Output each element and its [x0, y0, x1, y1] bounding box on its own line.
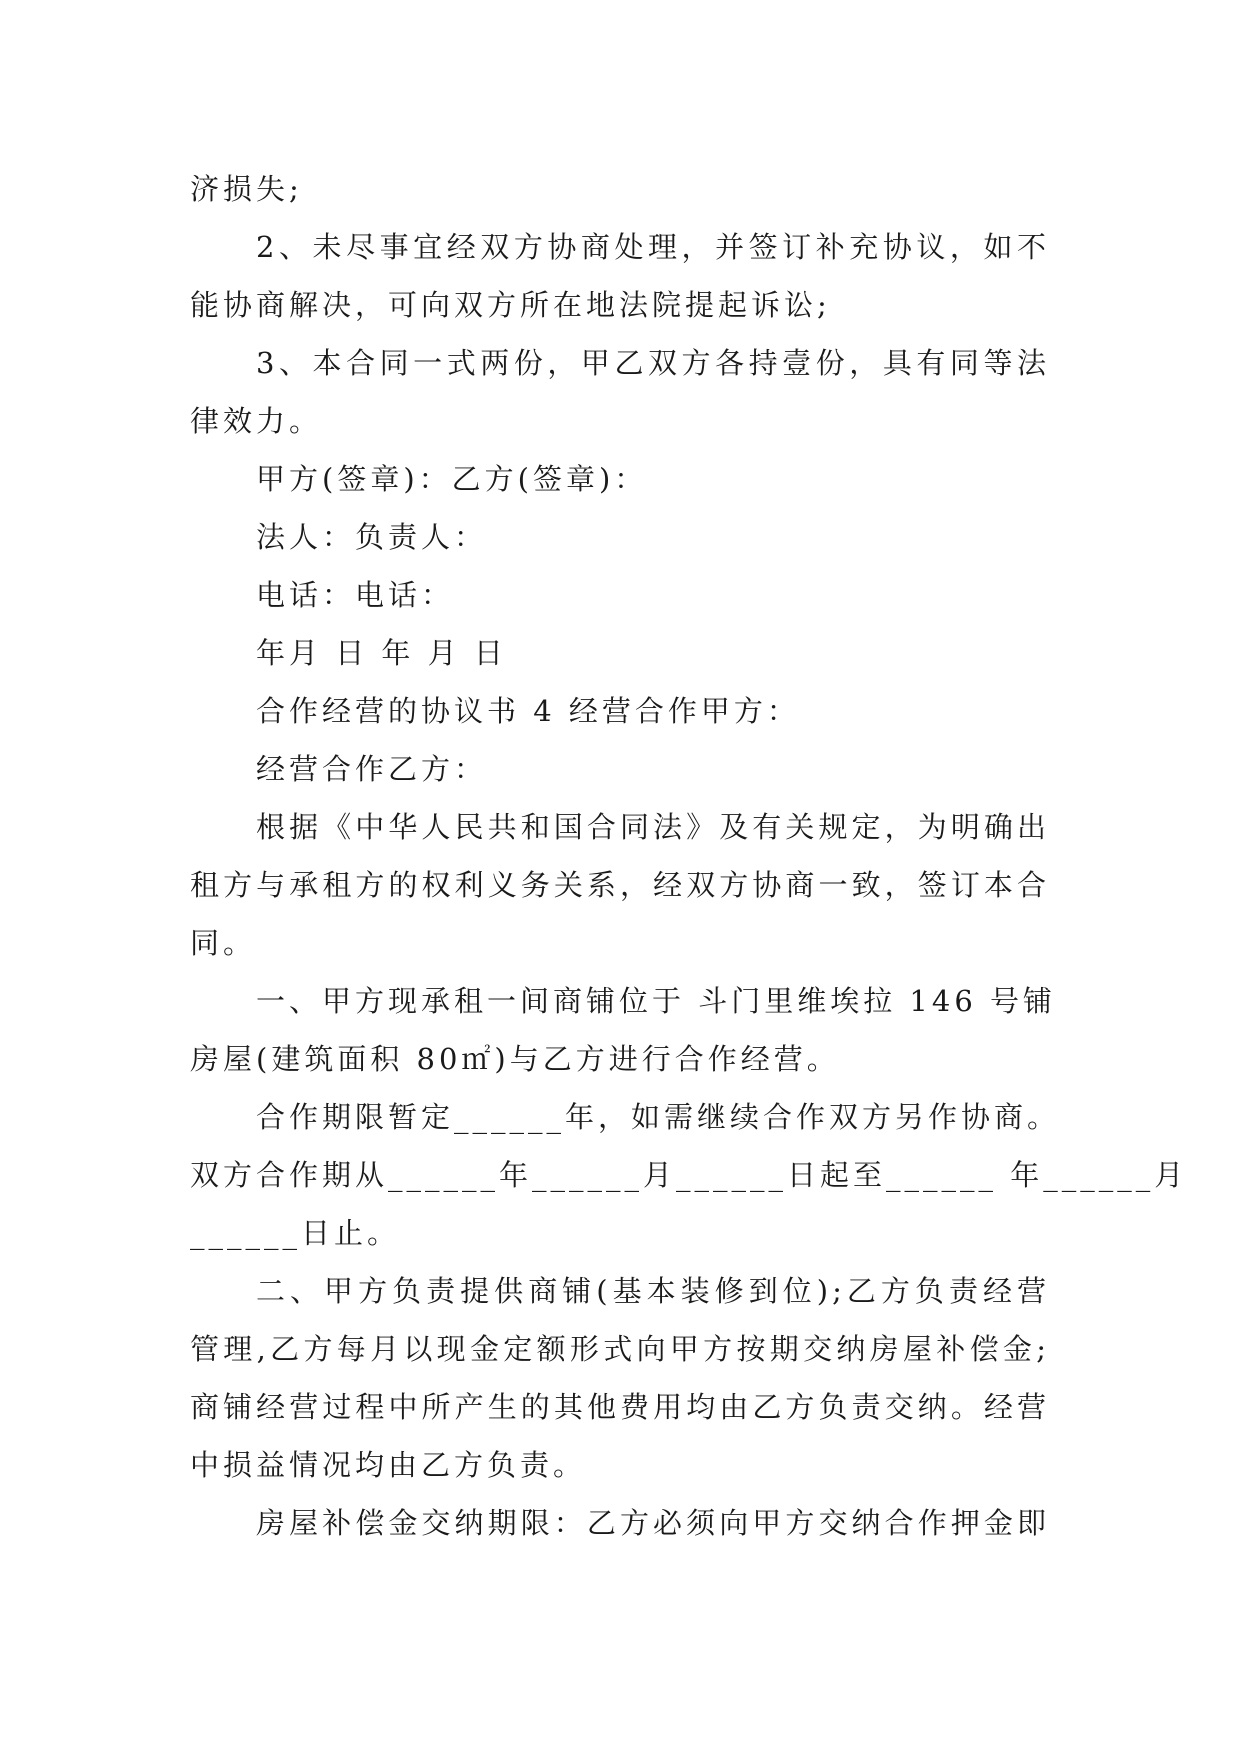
text-line: 甲方(签章)：乙方(签章)：: [256, 462, 648, 496]
text-line: 房屋(建筑面积 80㎡)与乙方进行合作经营。: [190, 1042, 840, 1076]
text-line: 法人：负责人：: [256, 520, 488, 554]
text-line: 商铺经营过程中所产生的其他费用均由乙方负责交纳。经营: [190, 1390, 1050, 1424]
text-line: 能协商解决，可向双方所在地法院提起诉讼;: [190, 288, 831, 322]
text-line: 双方合作期从______年______月______日起至______ 年______月: [190, 1158, 1188, 1192]
text-line: 一、甲方现承租一间商铺位于 斗门里维埃拉 146 号铺: [256, 984, 1057, 1018]
text-line: 根据《中华人民共和国合同法》及有关规定，为明确出: [256, 810, 1050, 844]
text-line: 同。: [190, 926, 257, 960]
text-line: 律效力。: [190, 404, 323, 438]
text-line: 中损益情况均由乙方负责。: [190, 1448, 587, 1482]
text-line: 合作期限暂定______年，如需继续合作双方另作协商。: [256, 1100, 1061, 1134]
text-line: 二、甲方负责提供商铺(基本装修到位);乙方负责经营: [256, 1274, 1050, 1308]
text-line: 租方与承租方的权利义务关系，经双方协商一致，签订本合: [190, 868, 1050, 902]
text-line: 电话：电话：: [256, 578, 455, 612]
text-line: 房屋补偿金交纳期限：乙方必须向甲方交纳合作押金即: [256, 1506, 1050, 1540]
text-line: 济损失;: [190, 172, 303, 206]
text-line: 2、未尽事宜经双方协商处理，并签订补充协议，如不: [256, 230, 1050, 264]
document-body: [190, 160, 1188, 1552]
text-line: ______日止。: [190, 1216, 401, 1250]
text-line: 管理,乙方每月以现金定额形式向甲方按期交纳房屋补偿金;: [190, 1332, 1050, 1366]
text-line: 经营合作乙方：: [256, 752, 488, 786]
text-line: 合作经营的协议书 4 经营合作甲方：: [256, 694, 800, 728]
text-line: 3、本合同一式两份，甲乙双方各持壹份，具有同等法: [256, 346, 1050, 380]
text-line: 年月 日 年 月 日: [256, 636, 507, 670]
